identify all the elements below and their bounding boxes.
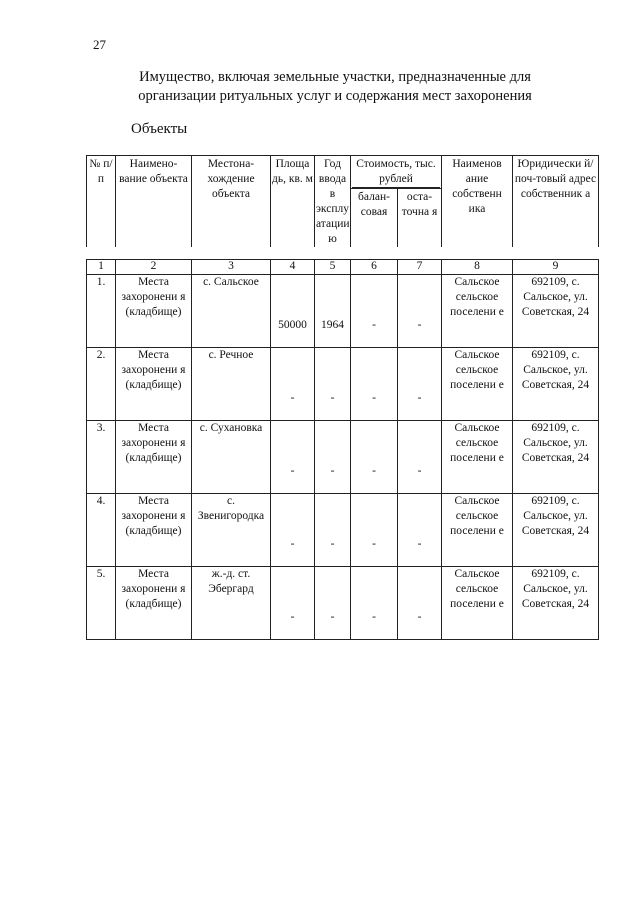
object-residual-cost: -: [398, 348, 442, 421]
object-location: с. Звенигородка: [192, 494, 271, 567]
object-area: 50000: [271, 275, 315, 348]
page-number: 27: [93, 37, 106, 52]
row-number: 3.: [87, 421, 116, 494]
object-area: -: [271, 494, 315, 567]
object-year: 1964: [315, 275, 351, 348]
section-subtitle: Объекты: [131, 121, 188, 137]
object-balance-cost: -: [351, 348, 398, 421]
column-number: 7: [398, 260, 442, 275]
owner-address: 692109, с. Сальское, ул. Советская, 24: [513, 494, 599, 567]
object-name: Места захоронени я (кладбище): [116, 421, 192, 494]
header-col-number: № п/п: [87, 156, 116, 248]
owner-address: 692109, с. Сальское, ул. Советская, 24: [513, 421, 599, 494]
object-balance-cost: -: [351, 275, 398, 348]
object-owner: Сальское сельское поселени е: [442, 567, 513, 640]
object-year: -: [315, 421, 351, 494]
header-cost-label: Стоимость, тыс. рублей: [352, 157, 440, 188]
object-location: с. Сухановка: [192, 421, 271, 494]
objects-table: [86, 259, 599, 640]
object-area: -: [271, 348, 315, 421]
object-location: с. Речное: [192, 348, 271, 421]
object-year: -: [315, 567, 351, 640]
table-row: [87, 421, 599, 494]
object-area: -: [271, 421, 315, 494]
header-col-year: Год ввода в эксплу атации ю: [315, 156, 351, 248]
header-col-area: Площа дь, кв. м: [271, 156, 315, 248]
title-line-1: Имущество, включая земельные участки, предназначенные для: [139, 69, 531, 85]
table-row: [87, 494, 599, 567]
owner-address: 692109, с. Сальское, ул. Советская, 24: [513, 275, 599, 348]
object-owner: Сальское сельское поселени е: [442, 348, 513, 421]
owner-address: 692109, с. Сальское, ул. Советская, 24: [513, 348, 599, 421]
header-col-owner: Наименов ание собственн ика: [442, 156, 513, 248]
object-balance-cost: -: [351, 567, 398, 640]
object-balance-cost: -: [351, 421, 398, 494]
object-year: -: [315, 494, 351, 567]
row-number: 4.: [87, 494, 116, 567]
column-number: 2: [116, 260, 192, 275]
object-residual-cost: -: [398, 421, 442, 494]
table-row: [87, 567, 599, 640]
column-number: 4: [271, 260, 315, 275]
header-col-residual: оста-точна я: [398, 189, 442, 248]
row-number: 5.: [87, 567, 116, 640]
object-name: Места захоронени я (кладбище): [116, 494, 192, 567]
object-balance-cost: -: [351, 494, 398, 567]
object-name: Места захоронени я (кладбище): [116, 275, 192, 348]
document-title: [100, 68, 570, 106]
object-owner: Сальское сельское поселени е: [442, 494, 513, 567]
header-col-name: Наимено-вание объекта: [116, 156, 192, 248]
object-name: Места захоронени я (кладбище): [116, 348, 192, 421]
object-owner: Сальское сельское поселени е: [442, 421, 513, 494]
object-location: ж.-д. ст. Эбергард: [192, 567, 271, 640]
object-owner: Сальское сельское поселени е: [442, 275, 513, 348]
header-col-address: Юридически й/поч-товый адрес собственник а: [513, 156, 599, 248]
object-location: с. Сальское: [192, 275, 271, 348]
header-table: [86, 155, 599, 247]
owner-address: 692109, с. Сальское, ул. Советская, 24: [513, 567, 599, 640]
row-number: 2.: [87, 348, 116, 421]
column-number-row: [87, 260, 599, 275]
table-row: [87, 348, 599, 421]
title-line-2: организации ритуальных услуг и содержания мест захоронения: [138, 88, 532, 104]
column-number: 5: [315, 260, 351, 275]
object-name: Места захоронени я (кладбище): [116, 567, 192, 640]
object-residual-cost: -: [398, 275, 442, 348]
object-residual-cost: -: [398, 567, 442, 640]
column-number: 6: [351, 260, 398, 275]
column-number: 3: [192, 260, 271, 275]
column-number: 9: [513, 260, 599, 275]
header-col-balance: балан-совая: [351, 189, 398, 248]
object-year: -: [315, 348, 351, 421]
object-residual-cost: -: [398, 494, 442, 567]
header-col-location: Местона-хождение объекта: [192, 156, 271, 248]
object-area: -: [271, 567, 315, 640]
column-number: 1: [87, 260, 116, 275]
header-col-cost: [351, 156, 442, 189]
row-number: 1.: [87, 275, 116, 348]
table-row: [87, 275, 599, 348]
column-number: 8: [442, 260, 513, 275]
